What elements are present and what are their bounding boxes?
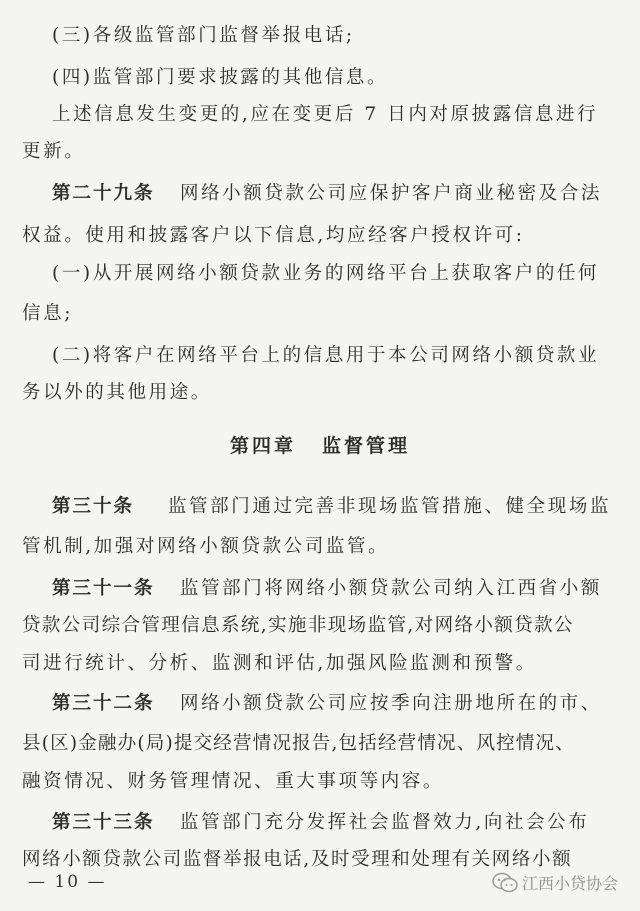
text-line [22, 770, 444, 794]
text-line [22, 224, 525, 248]
article-number: 第二十九条 [52, 183, 155, 204]
text-line [22, 848, 572, 872]
text-line [52, 262, 599, 286]
line-text: 县(区)金融办(局)提交经营情况报告,包括经营情况、风控情况、 [22, 733, 575, 754]
article-number: 第三十二条 [52, 693, 155, 714]
article-number: 第三十条 [52, 496, 135, 517]
text-line [22, 381, 212, 405]
line-text: 监管部门将网络小额贷款公司纳入江西省小额 [179, 578, 602, 599]
article-paragraph-start [52, 495, 611, 519]
text-line [52, 344, 599, 368]
line-text: 司进行统计、分析、监测和评估,加强风险监测和预警。 [22, 653, 537, 674]
article-paragraph-start [52, 692, 602, 716]
line-text: 监管部门充分发挥社会监督效力,向社会公布 [179, 812, 590, 833]
text-line [52, 103, 598, 127]
line-text: 网络小额贷款公司应按季向注册地所在的市、 [179, 693, 602, 714]
line-text: 融资情况、财务管理情况、重大事项等内容。 [22, 771, 445, 792]
text-line [22, 614, 574, 638]
line-text: (四)监管部门要求披露的其他信息。 [52, 67, 389, 88]
article-number: 第三十三条 [52, 812, 155, 833]
line-text: 上述信息发生变更的,应在变更后 7 日内对原披露信息进行 [52, 104, 599, 125]
text-line [22, 732, 575, 756]
watermark-text: 江西小贷协会 [521, 874, 618, 893]
chat-bubble-icon [492, 872, 518, 894]
page-number: — 10 — [28, 872, 107, 892]
line-text: 监管部门通过完善非现场监管措施、健全现场监 [167, 496, 612, 517]
chapter-title: 监督管理 [322, 435, 411, 457]
article-paragraph-start [52, 577, 602, 601]
watermark [492, 871, 618, 894]
text-line [22, 652, 537, 676]
text-line [22, 535, 389, 559]
text-line [22, 140, 85, 164]
text-line [52, 66, 388, 90]
line-text: 更新。 [22, 141, 86, 162]
line-text: (二)将客户在网络平台上的信息用于本公司网络小额贷款业 [52, 345, 600, 366]
line-text: 贷款公司综合管理信息系统,实施非现场监管,对网络小额贷款公 [22, 615, 574, 636]
line-text: 管机制,加强对网络小额贷款公司监管。 [22, 536, 390, 557]
line-text: (三)各级监管部门监督举报电话; [52, 25, 355, 46]
line-text: 权益。使用和披露客户以下信息,均应经客户授权许可: [22, 225, 525, 246]
article-paragraph-start [52, 182, 602, 206]
line-text: 网络小额贷款公司监督举报电话,及时受理和处理有关网络小额 [22, 849, 573, 870]
chapter-number: 第四章 [229, 435, 296, 457]
text-line [52, 24, 355, 48]
article-number: 第三十一条 [52, 578, 155, 599]
text-line [22, 302, 73, 326]
article-paragraph-start [52, 811, 589, 835]
line-text: (一)从开展网络小额贷款业务的网络平台上获取客户的任何 [52, 263, 600, 284]
line-text: 网络小额贷款公司应保护客户商业秘密及合法 [179, 183, 602, 204]
line-text: 信息; [22, 303, 74, 324]
chapter-heading [0, 432, 640, 460]
line-text: 务以外的其他用途。 [22, 382, 212, 403]
